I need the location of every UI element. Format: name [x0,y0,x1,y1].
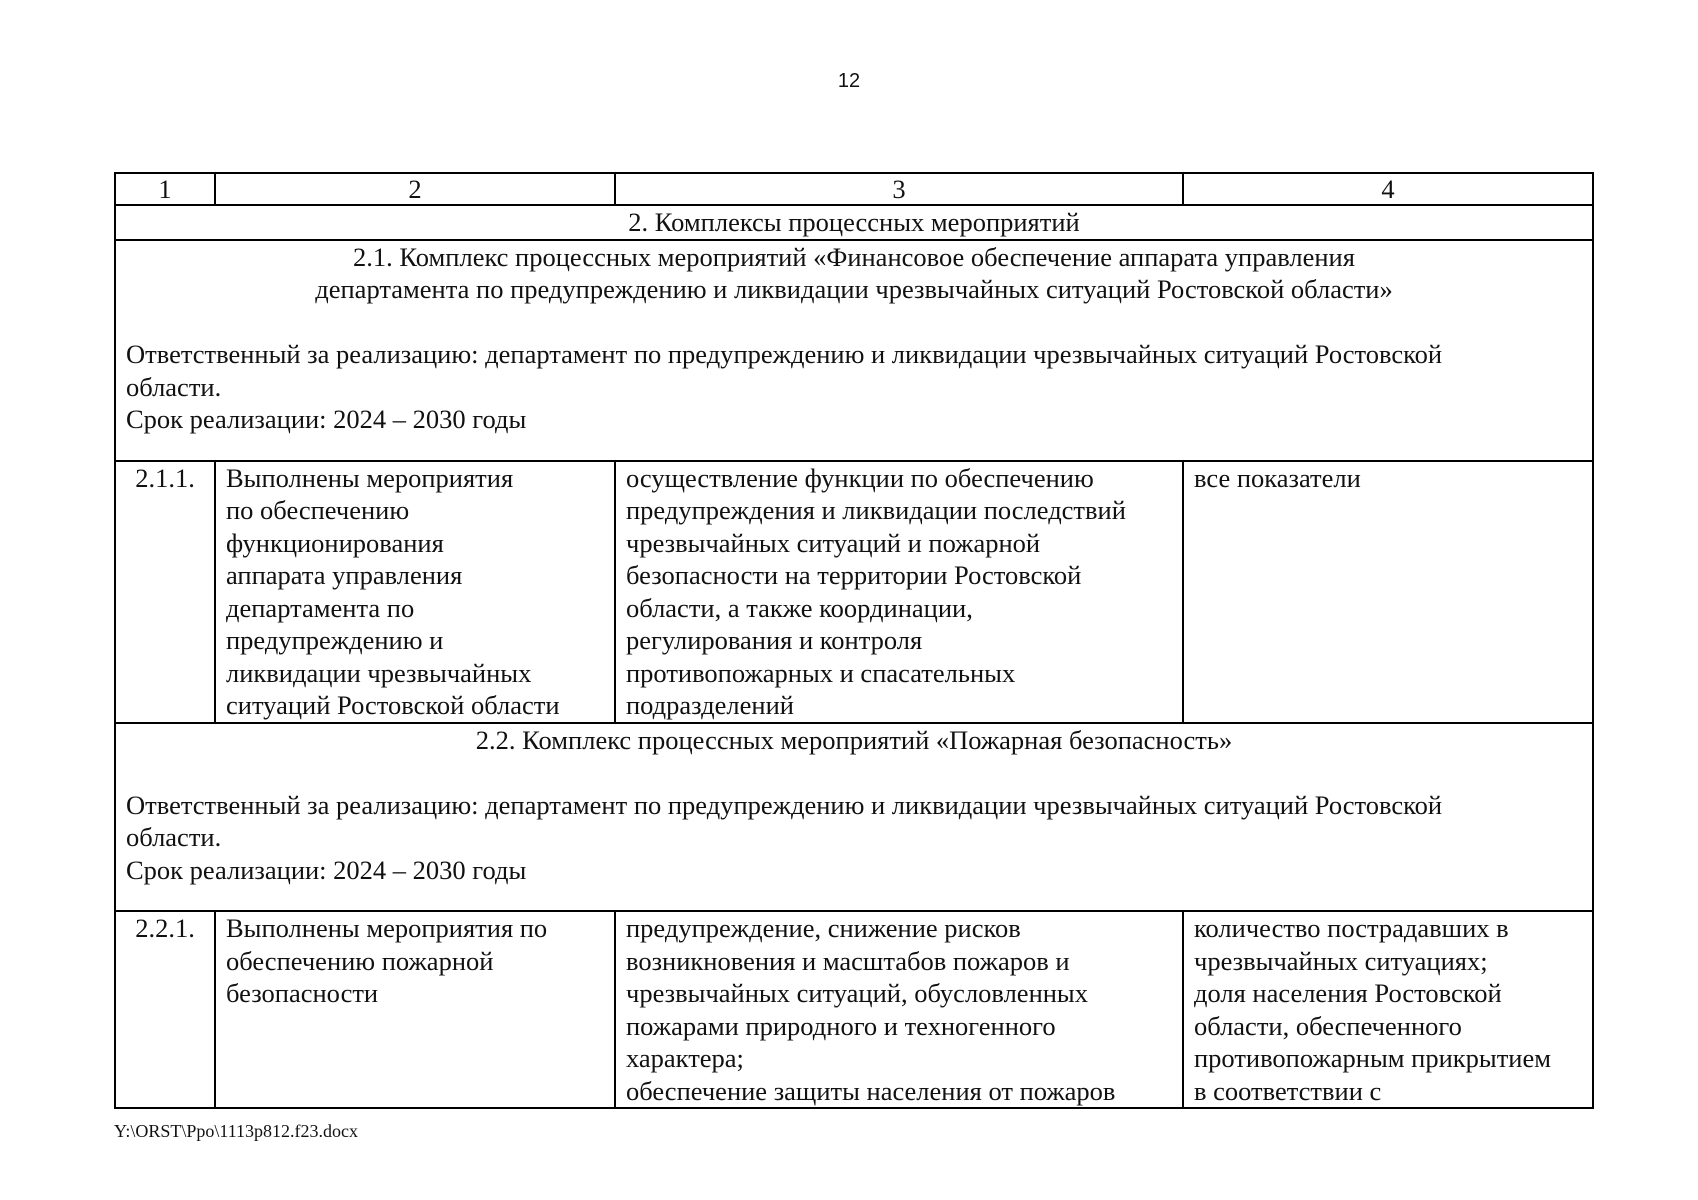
responsible-line: Ответственный за реализацию: департамент по предупреждению и ликвидации чрезвычайных ситуаций Ростовской [126,789,1443,820]
complex-title-line: 2.1. Комплекс процессных мероприятий «Финансовое обеспечение аппарата управления [353,241,1355,272]
complex-title-line: 2.2. Комплекс процессных мероприятий «Пожарная безопасность» [475,724,1233,755]
row-number: 2.1.1. [115,461,215,723]
complex-title-line: департамента по предупреждению и ликвидации чрезвычайных ситуаций Ростовской области» [315,274,1393,304]
file-path-footer: Y:\ORST\Ppo\1113p812.f23.docx [114,1121,359,1141]
term-line: Срок реализации: 2024 – 2030 годы [126,404,527,434]
section-title: 2. Комплексы процессных мероприятий [115,205,1593,240]
measures-table [114,172,1594,1109]
table-row [115,461,1593,723]
effect-cell: осуществление функции по обеспечению предупреждения и ликвидации последствий чрезвычайных ситуаций и пожарной безопасности на территории Ростовской области, а также координации, регулирования и контроля противопожарных и спасательных подразделений [615,461,1183,723]
task-cell: Выполнены мероприятия по обеспечению пожарной безопасности [215,911,615,1108]
complex-header [115,723,1593,912]
indicator-cell: все показатели [1183,461,1593,723]
task-cell: Выполнены мероприятия по обеспечению функционирования аппарата управления департамента по предупреждению и ликвидации чрезвычайных ситуаций Ростовской области [215,461,615,723]
responsible-line: области. [126,822,222,852]
complex-header [115,240,1593,461]
column-number: 3 [615,173,1183,205]
indicator-cell: количество пострадавших в чрезвычайных ситуациях; доля населения Ростовской области, обеспеченного противопожарным прикрытием в соответствии с [1183,911,1593,1108]
table-row [115,911,1593,1108]
section-row [115,205,1593,240]
complex-header-row [115,723,1593,912]
row-number: 2.2.1. [115,911,215,1108]
responsible-line: Ответственный за реализацию: департамент по предупреждению и ликвидации чрезвычайных ситуаций Ростовской [126,339,1443,369]
term-line: Срок реализации: 2024 – 2030 годы [126,854,527,885]
responsible-line: области. [126,371,222,402]
column-number: 1 [115,173,215,205]
column-number-row [115,173,1593,205]
column-number: 4 [1183,173,1593,205]
complex-header-row [115,240,1593,461]
column-number: 2 [215,173,615,205]
effect-cell: предупреждение, снижение рисков возникновения и масштабов пожаров и чрезвычайных ситуаций, обусловленных пожарами природного и техногенного характера; обеспечение защиты населения от пожаров [615,911,1183,1108]
page-number: 12 [837,70,861,92]
